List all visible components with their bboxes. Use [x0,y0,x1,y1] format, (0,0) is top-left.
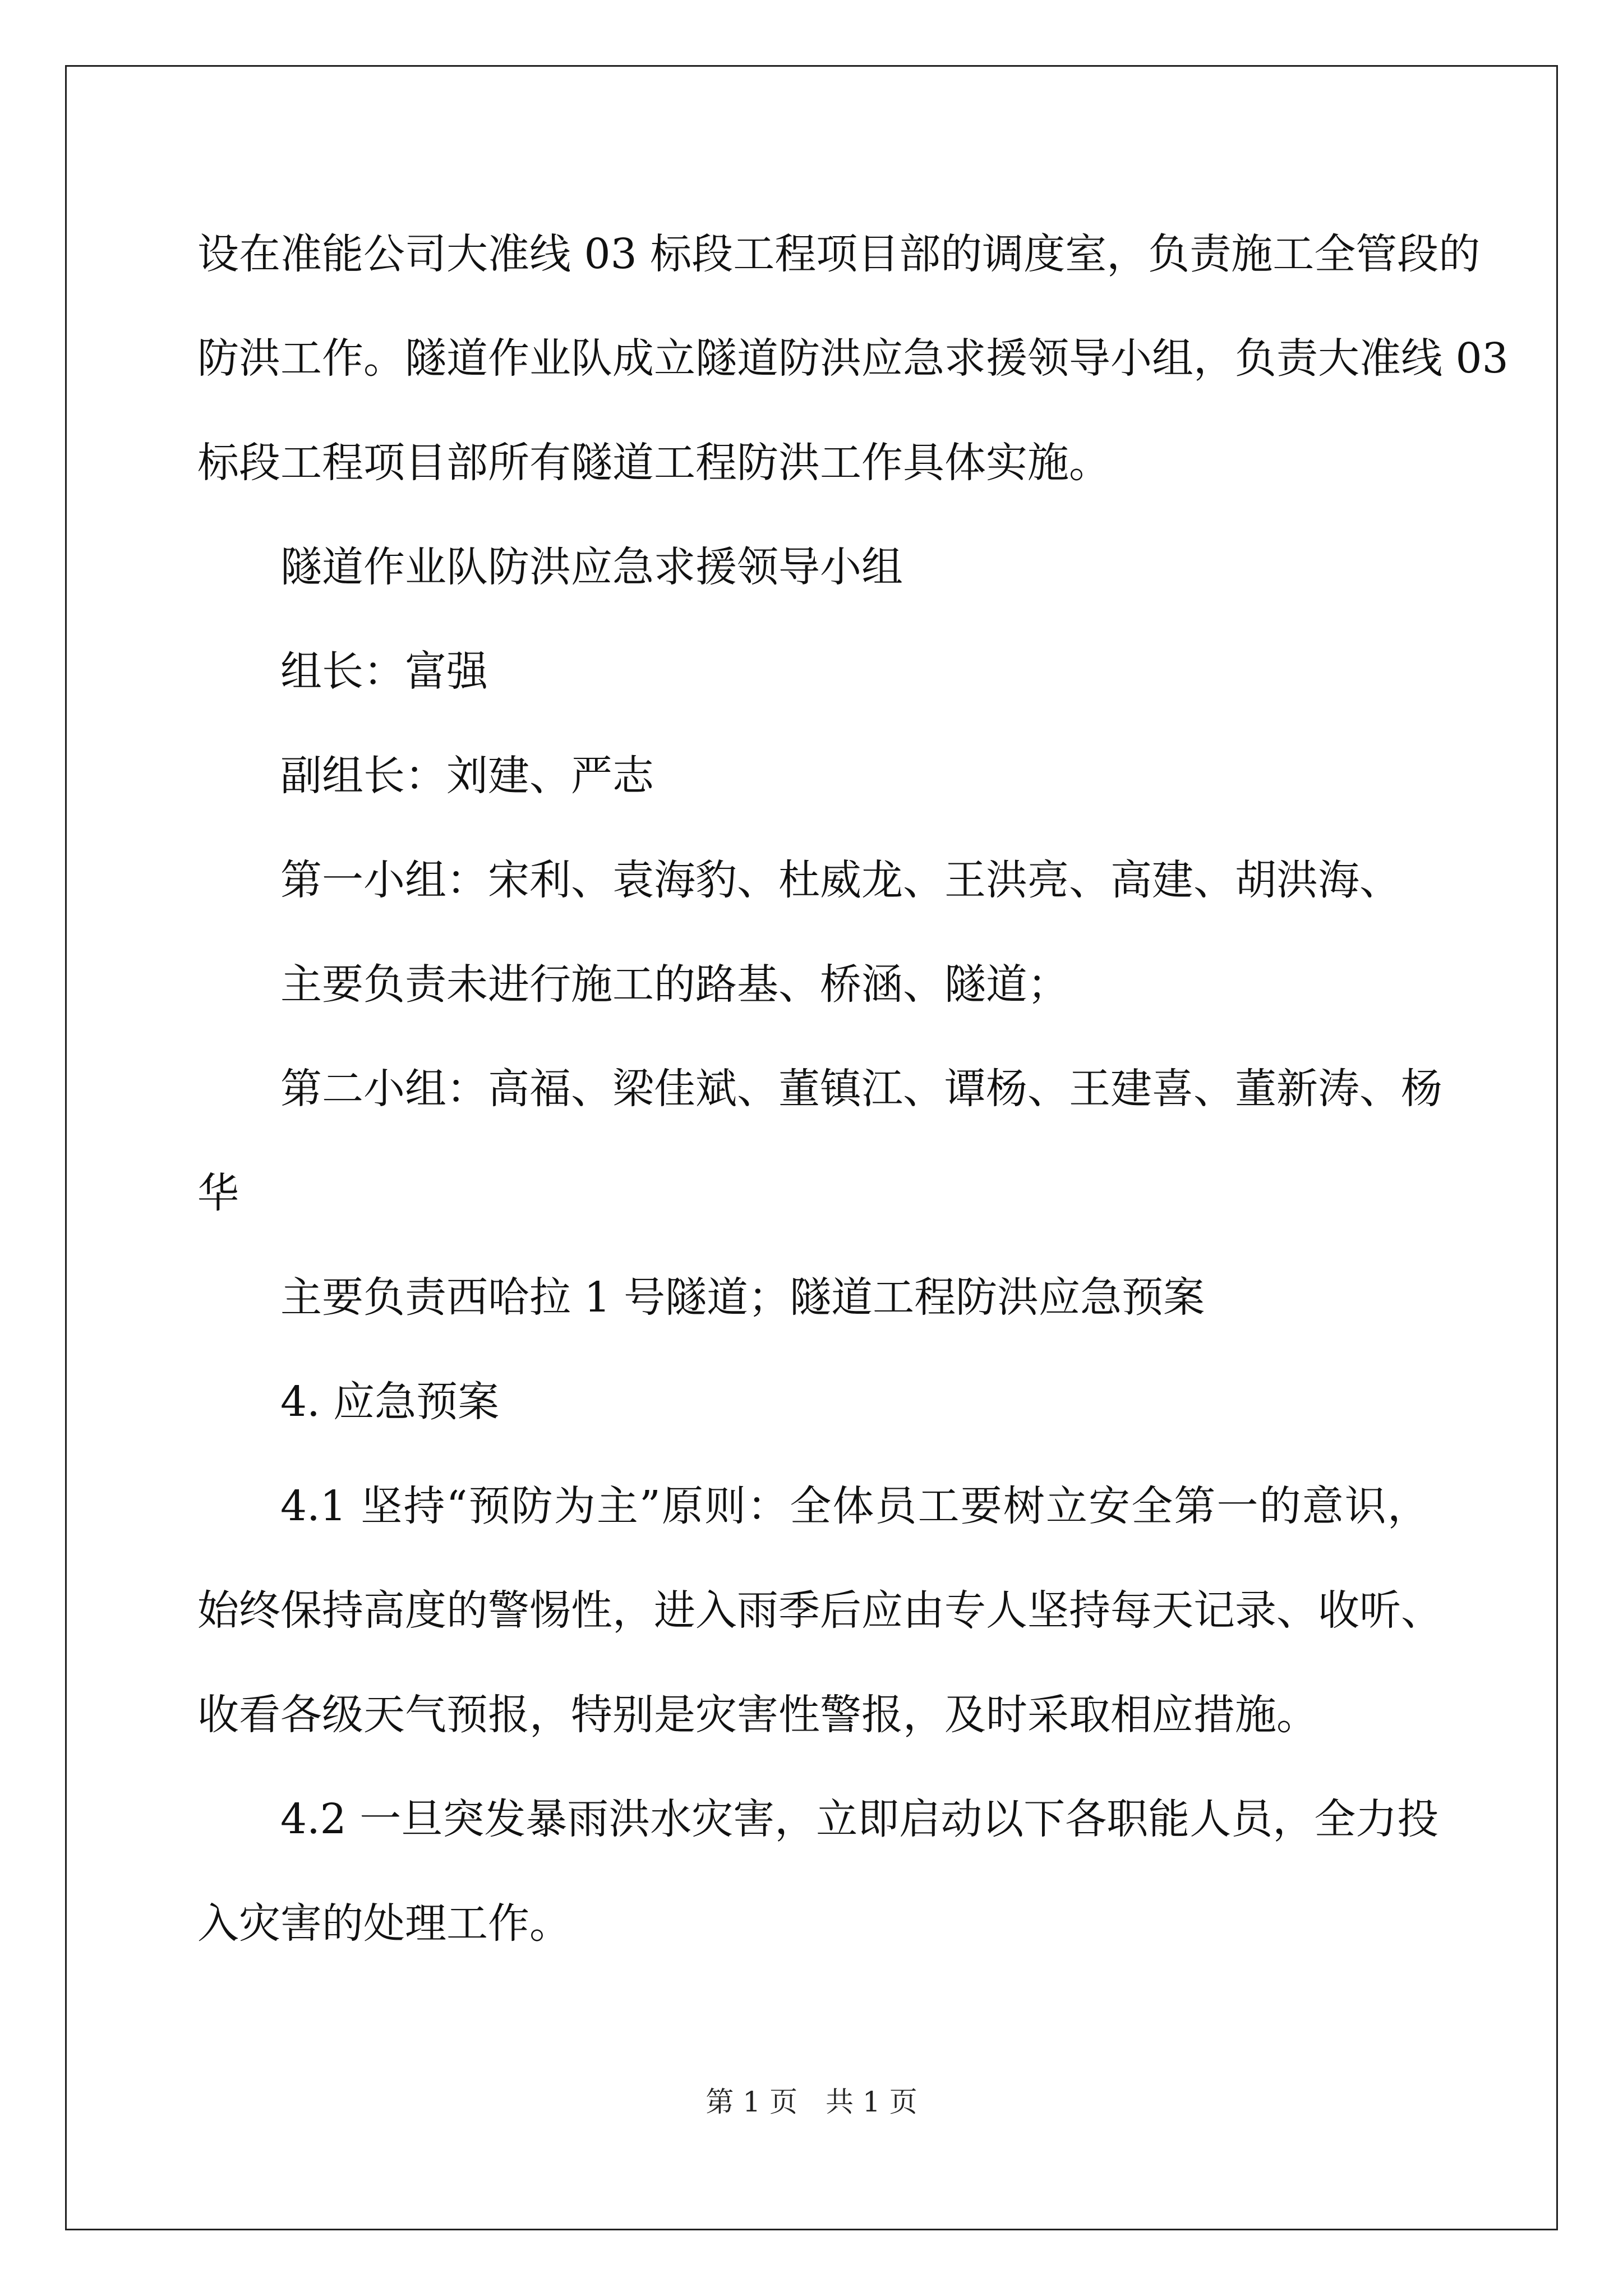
group-two-duty: 主要负责西哈拉 1 号隧道；隧道工程防洪应急预案 [280,1273,1205,1322]
deputy-leaders: 副组长：刘建、严志 [280,752,654,800]
paragraph-line: 防洪工作。隧道作业队成立隧道防洪应急求援领导小组，负责大准线 03 [197,334,1509,383]
section-heading-emergency-plan: 4. 应急预案 [280,1378,500,1426]
document-body [197,202,1509,1976]
paragraph-line: 设在准能公司大准线 03 标段工程项目部的调度室，负责施工全管段的 [197,230,1481,278]
group-two-members-cont: 华 [197,1169,239,1217]
paragraph-line: 4.2 一旦突发暴雨洪水灾害，立即启动以下各职能人员，全力投 [280,1795,1439,1843]
group-one-members: 第一小组：宋利、袁海豹、杜威龙、王洪亮、高建、胡洪海、 [280,856,1401,904]
section-heading: 隧道作业队防洪应急求援领导小组 [280,543,903,591]
paragraph-line: 标段工程项目部所有隧道工程防洪工作具体实施。 [197,439,1110,487]
paragraph-line: 收看各级天气预报，特别是灾害性警报，及时采取相应措施。 [197,1691,1318,1739]
team-leader: 组长：富强 [280,647,488,696]
paragraph-line: 始终保持高度的警惕性，进入雨季后应由专人坚持每天记录、收听、 [197,1586,1442,1635]
page-number-footer: 第 1 页 共 1 页 [706,2086,917,2118]
group-one-duty: 主要负责未进行施工的路基、桥涵、隧道； [280,960,1069,1009]
group-two-members: 第二小组：高福、梁佳斌、董镇江、谭杨、王建喜、董新涛、杨 [280,1065,1442,1113]
paragraph-line: 入灾害的处理工作。 [197,1899,571,1948]
paragraph-line: 4.1 坚持“预防为主”原则：全体员工要树立安全第一的意识， [280,1482,1429,1530]
